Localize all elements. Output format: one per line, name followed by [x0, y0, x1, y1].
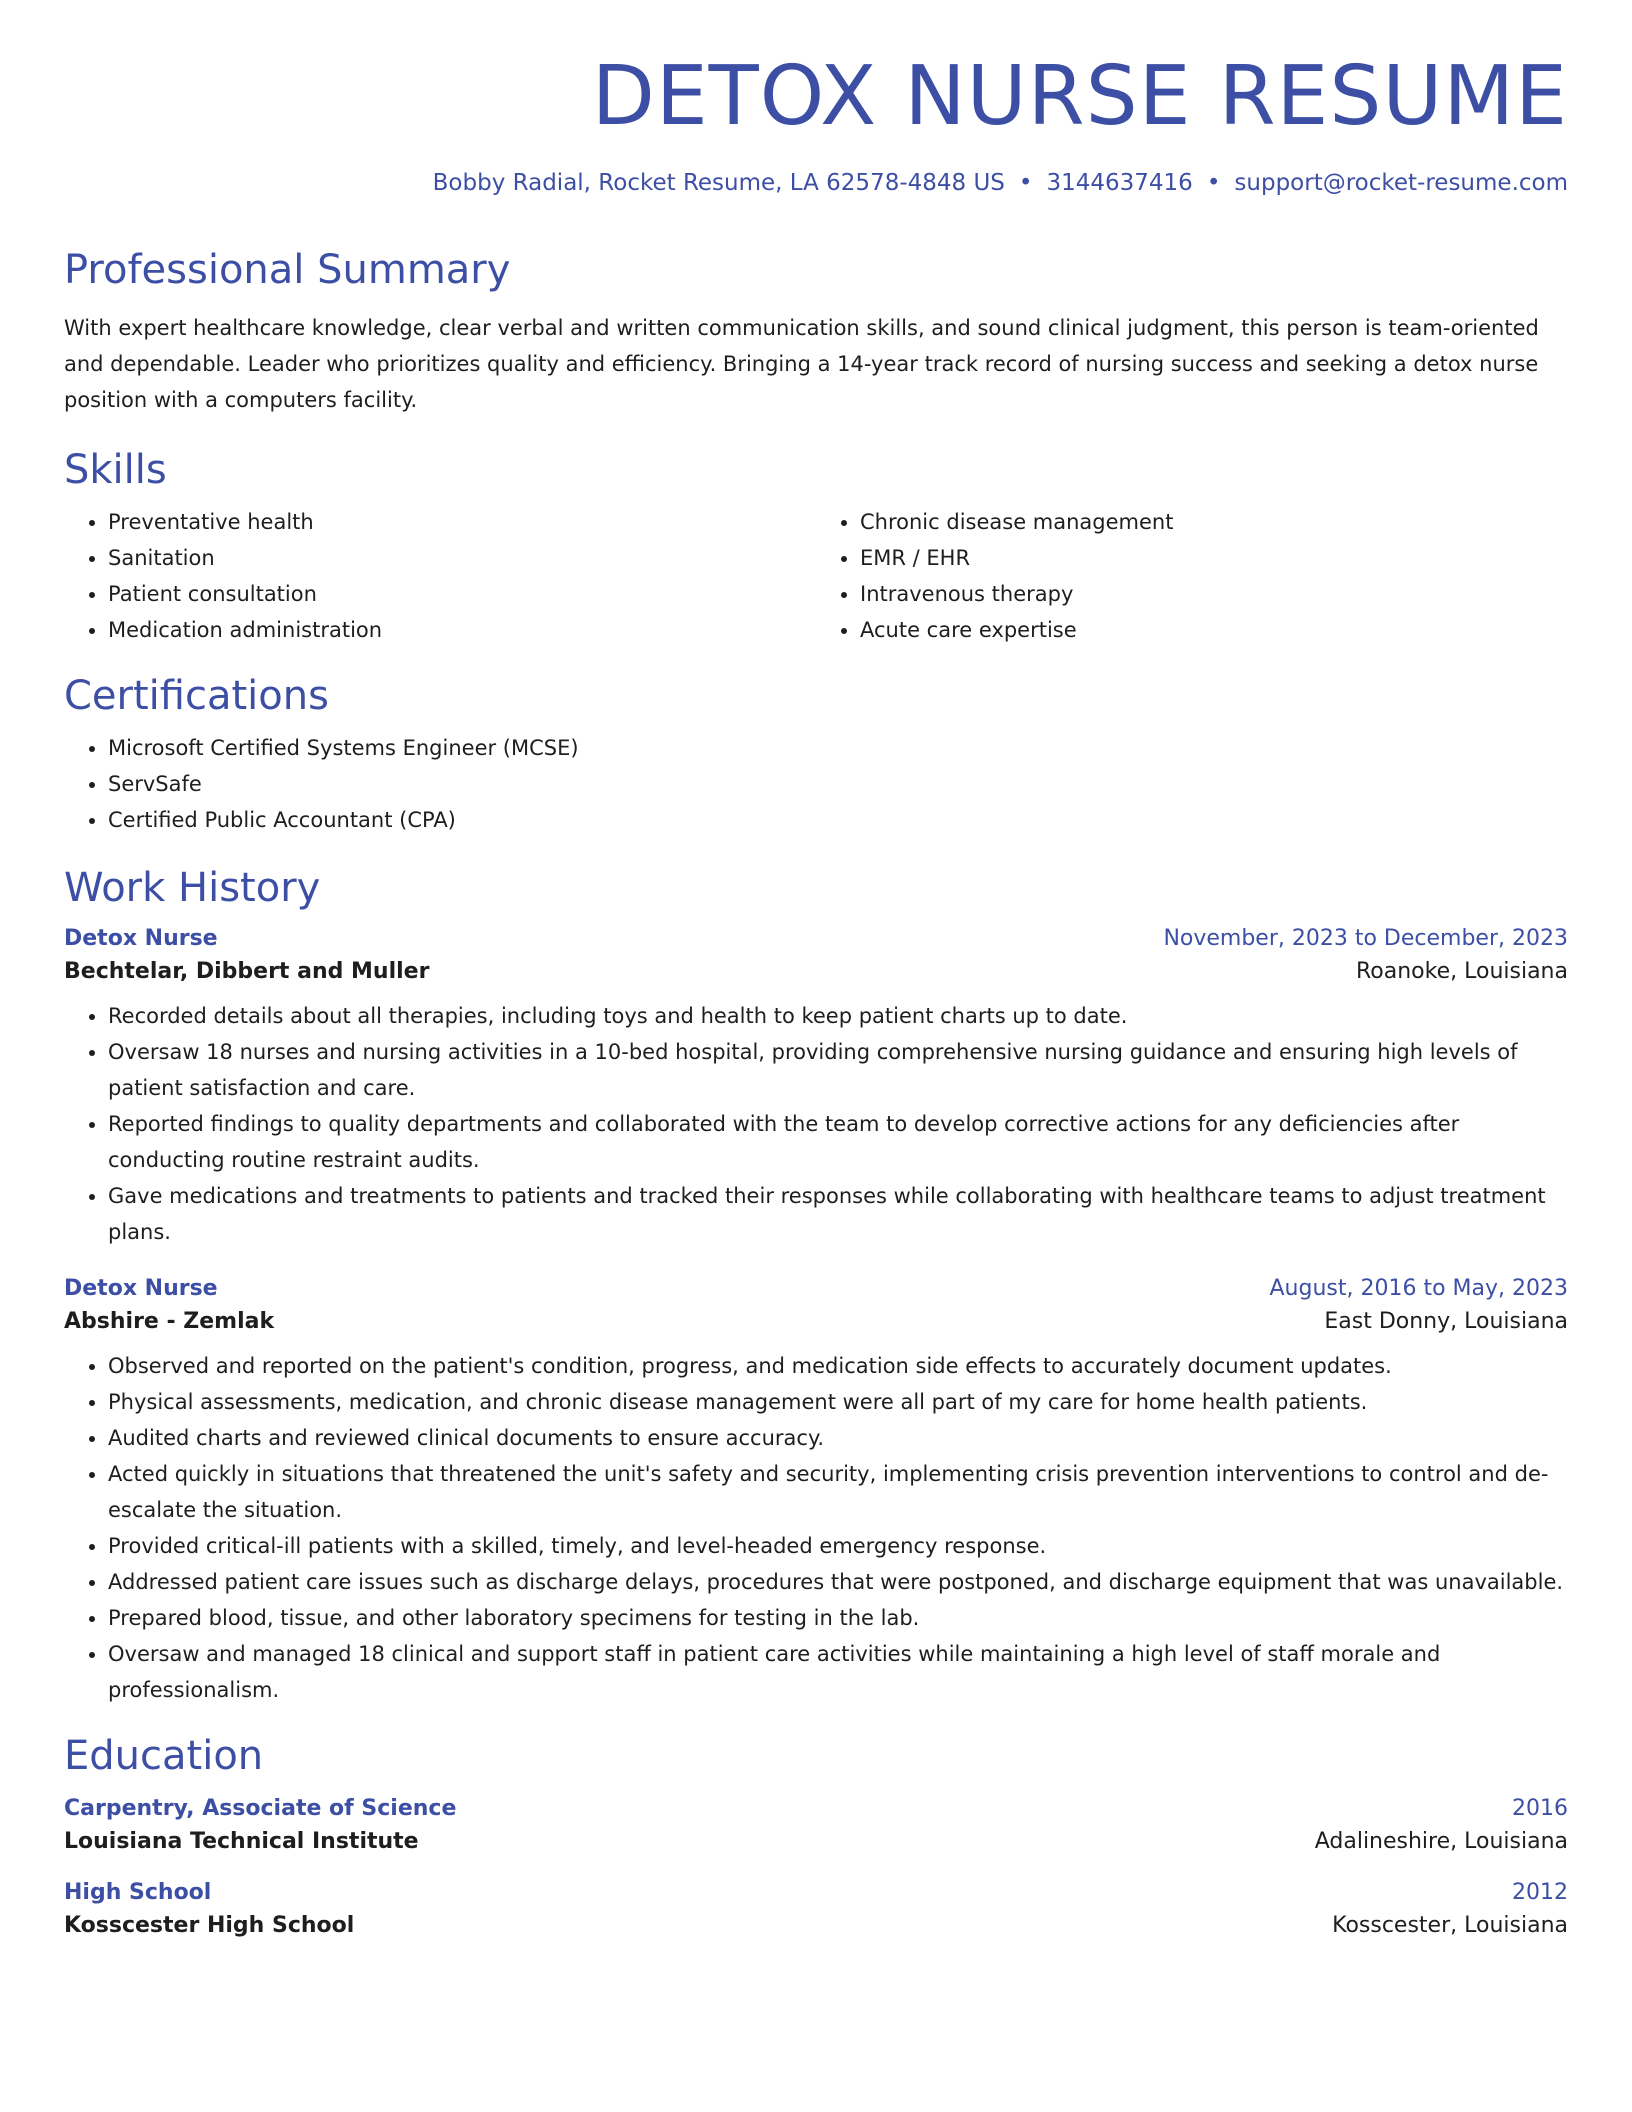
summary-heading: Professional Summary [64, 247, 511, 293]
skills-grid [64, 494, 1568, 648]
education-entry [64, 1796, 1568, 1854]
job-dates: August, 2016 to May, 2023 [1269, 1276, 1568, 1301]
job-duty: • Physical assessments, medication, and chronic disease management were all part of my care for home health patients. [108, 1384, 1568, 1420]
work-history-section [64, 864, 1568, 1708]
education-degree: High School [64, 1880, 212, 1905]
job-entry [64, 926, 1568, 1250]
education-year: 2012 [1512, 1880, 1568, 1905]
job-dates: November, 2023 to December, 2023 [1163, 926, 1568, 951]
job-title: Detox Nurse [64, 926, 218, 951]
page-title: DETOX NURSE RESUME [591, 49, 1568, 144]
contact-email: support@rocket-resume.com [1234, 170, 1568, 196]
summary-text: With expert healthcare knowledge, clear verbal and written communication skills, and sound clinical judgment, this person is team-oriented and dependable. Leader who prioritizes quality and efficiency. Bringing a 14-year track record of nursing success and seeking a detox nurse position with a computers facility. [64, 316, 1539, 412]
certification-item: • Certified Public Accountant (CPA) [108, 802, 1568, 838]
certifications-section [64, 672, 1568, 838]
job-duties-list [64, 1348, 1568, 1708]
job-company: Bechtelar, Dibbert and Muller [64, 959, 430, 984]
job-header-row [64, 926, 1568, 951]
education-degree: Carpentry, Associate of Science [64, 1796, 457, 1821]
education-school-row [64, 1829, 1568, 1854]
job-duty: • Reported findings to quality departments and collaborated with the team to develop corrective actions for any deficiencies after conducting routine restraint audits. [108, 1106, 1568, 1178]
skill-item: • Chronic disease management [860, 504, 1568, 540]
job-employer-row [64, 1309, 1568, 1334]
education-section [64, 1732, 1568, 1938]
skill-item: • Patient consultation [108, 576, 816, 612]
contact-separator: • [1018, 170, 1033, 196]
job-duty: • Recorded details about all therapies, including toys and health to keep patient charts up to date. [108, 998, 1568, 1034]
job-title: Detox Nurse [64, 1276, 218, 1301]
job-employer-row [64, 959, 1568, 984]
skill-item: • Sanitation [108, 540, 816, 576]
skill-item: • EMR / EHR [860, 540, 1568, 576]
job-duty: • Observed and reported on the patient's condition, progress, and medication side effects to accurately document updates. [108, 1348, 1568, 1384]
job-location: East Donny, Louisiana [1324, 1309, 1568, 1334]
contact-line [64, 170, 1568, 196]
education-heading: Education [64, 1733, 264, 1779]
job-duty: • Provided critical-ill patients with a skilled, timely, and level-headed emergency response. [108, 1528, 1568, 1564]
job-duty: • Oversaw and managed 18 clinical and support staff in patient care activities while maintaining a high level of staff morale and professionalism. [108, 1636, 1568, 1708]
job-duty: • Addressed patient care issues such as discharge delays, procedures that were postponed, and discharge equipment that was unavailable. [108, 1564, 1568, 1600]
contact-address: Bobby Radial, Rocket Resume, LA 62578-4848 US [432, 170, 1005, 196]
job-company: Abshire - Zemlak [64, 1309, 275, 1334]
education-entry [64, 1880, 1568, 1938]
education-header-row [64, 1796, 1568, 1821]
education-school-row [64, 1913, 1568, 1938]
certifications-list [64, 730, 1568, 838]
job-location: Roanoke, Louisiana [1356, 959, 1568, 984]
education-year: 2016 [1512, 1796, 1568, 1821]
job-duty: • Prepared blood, tissue, and other laboratory specimens for testing in the lab. [108, 1600, 1568, 1636]
education-school: Louisiana Technical Institute [64, 1829, 419, 1854]
job-duty: • Gave medications and treatments to patients and tracked their responses while collaborating with healthcare teams to adjust treatment plans. [108, 1178, 1568, 1250]
skill-item: • Preventative health [108, 504, 816, 540]
certifications-heading: Certifications [64, 673, 329, 719]
job-duty: • Audited charts and reviewed clinical documents to ensure accuracy. [108, 1420, 1568, 1456]
work-history-heading: Work History [64, 865, 321, 911]
education-header-row [64, 1880, 1568, 1905]
summary-section [64, 246, 1568, 418]
certification-item: • ServSafe [108, 766, 1568, 802]
education-location: Kosscester, Louisiana [1332, 1913, 1568, 1938]
job-header-row [64, 1276, 1568, 1301]
skills-list-right [816, 504, 1568, 648]
contact-separator: • [1206, 170, 1221, 196]
resume-header [64, 0, 1568, 196]
skills-heading: Skills [64, 447, 167, 493]
skill-item: • Acute care expertise [860, 612, 1568, 648]
job-entry [64, 1276, 1568, 1708]
job-duty: • Oversaw 18 nurses and nursing activities in a 10-bed hospital, providing comprehensive nursing guidance and ensuring high levels of patient satisfaction and care. [108, 1034, 1568, 1106]
job-duty: • Acted quickly in situations that threatened the unit's safety and security, implementing crisis prevention interventions to control and de-escalate the situation. [108, 1456, 1568, 1528]
contact-phone: 3144637416 [1046, 170, 1193, 196]
skills-section [64, 446, 1568, 648]
certification-item: • Microsoft Certified Systems Engineer (MCSE) [108, 730, 1568, 766]
skill-item: • Intravenous therapy [860, 576, 1568, 612]
skill-item: • Medication administration [108, 612, 816, 648]
skills-list-left [64, 504, 816, 648]
education-location: Adalineshire, Louisiana [1314, 1829, 1568, 1854]
job-duties-list [64, 998, 1568, 1250]
education-school: Kosscester High School [64, 1913, 355, 1938]
